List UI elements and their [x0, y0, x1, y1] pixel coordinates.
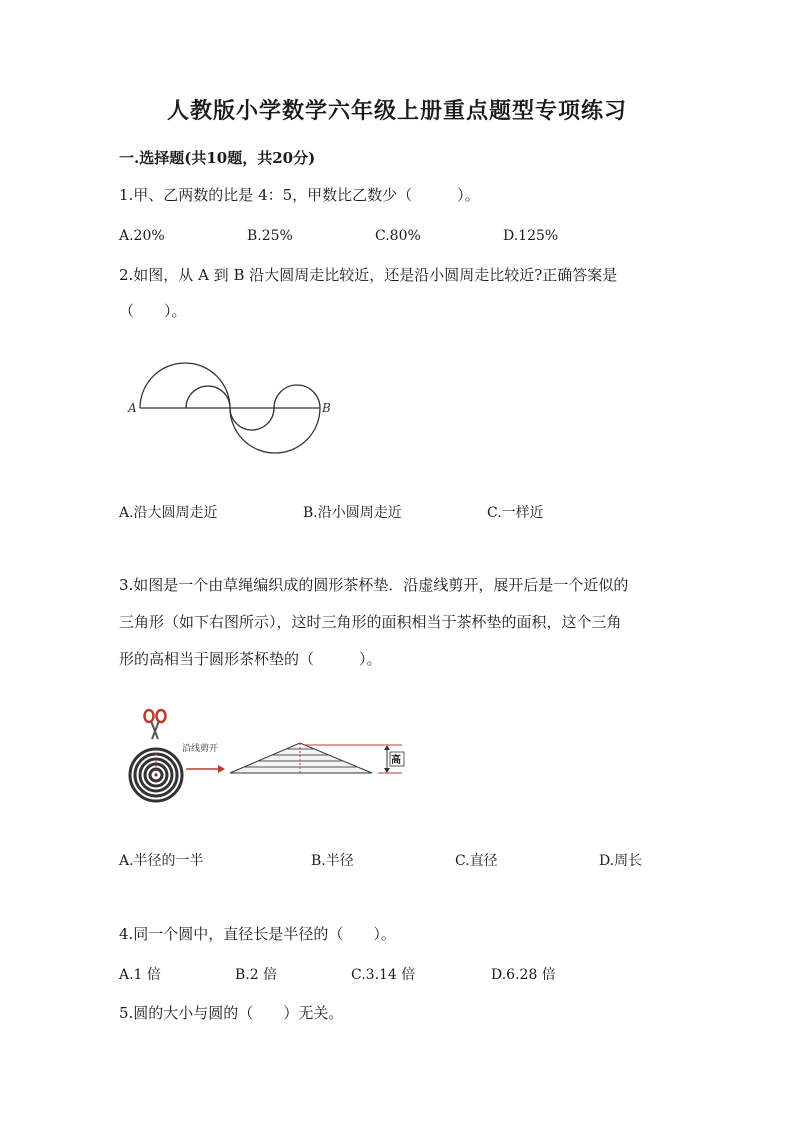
q1-option-a: A.20% [119, 228, 165, 244]
cut-along-line-label: 沿线剪开 [182, 744, 219, 754]
q2-option-a: A.沿大圆周走近 [119, 505, 218, 521]
q3-option-d: D.周长 [599, 853, 643, 869]
small-arc-top-left [186, 386, 230, 408]
big-arc-bottom [230, 408, 320, 453]
q4-option-b: B.2 倍 [235, 967, 278, 983]
q2-option-b: B.沿小圆周走近 [303, 505, 402, 521]
question-3-line-3: 形的高相当于圆形茶杯垫的（ ）。 [119, 650, 382, 668]
q1-option-d: D.125% [503, 228, 559, 244]
arrow-right-icon [186, 765, 225, 773]
question-1-text: 1.甲、乙两数的比是 4：5，甲数比乙数少（ ）。 [119, 186, 480, 204]
circles-path-figure [120, 350, 340, 460]
q3-option-b: B.半径 [311, 853, 354, 869]
point-b-label: B [322, 401, 331, 415]
coaster-figure [120, 705, 420, 805]
question-2-line-1: 2.如图，从 A 到 B 沿大圆周走比较近，还是沿小圆周走比较近?正确答案是 [119, 266, 618, 284]
small-arc-bottom [230, 408, 274, 430]
unrolled-triangle [230, 743, 372, 773]
q1-option-c: C.80% [375, 228, 421, 244]
section-heading: 一.选择题(共10题，共20分) [119, 149, 316, 167]
question-3-line-1: 3.如图是一个由草绳编织成的圆形茶杯垫．沿虚线剪开，展开后是一个近似的 [119, 576, 629, 594]
q3-option-a: A.半径的一半 [119, 853, 204, 869]
question-5-text: 5.圆的大小与圆的（ ）无关。 [119, 1004, 344, 1022]
q4-option-d: D.6.28 倍 [491, 967, 556, 983]
height-label: 高 [391, 755, 401, 766]
point-a-label: A [128, 401, 137, 415]
q4-option-c: C.3.14 倍 [351, 967, 416, 983]
q1-option-b: B.25% [247, 228, 293, 244]
scissors-icon [145, 710, 166, 739]
question-4-text: 4.同一个圆中，直径长是半径的（ ）。 [119, 925, 396, 943]
q2-option-c: C.一样近 [487, 505, 544, 521]
q3-option-c: C.直径 [455, 853, 498, 869]
page-title: 人教版小学数学六年级上册重点题型专项练习 [166, 98, 627, 124]
question-2-line-2: （ ）。 [119, 302, 187, 320]
question-3-line-2: 三角形（如下右图所示），这时三角形的面积相当于茶杯垫的面积，这个三角 [119, 613, 622, 631]
q4-option-a: A.1 倍 [119, 967, 161, 983]
big-arc-top [140, 363, 230, 408]
coaster-circle [130, 749, 182, 801]
small-arc-top-right [274, 385, 320, 408]
